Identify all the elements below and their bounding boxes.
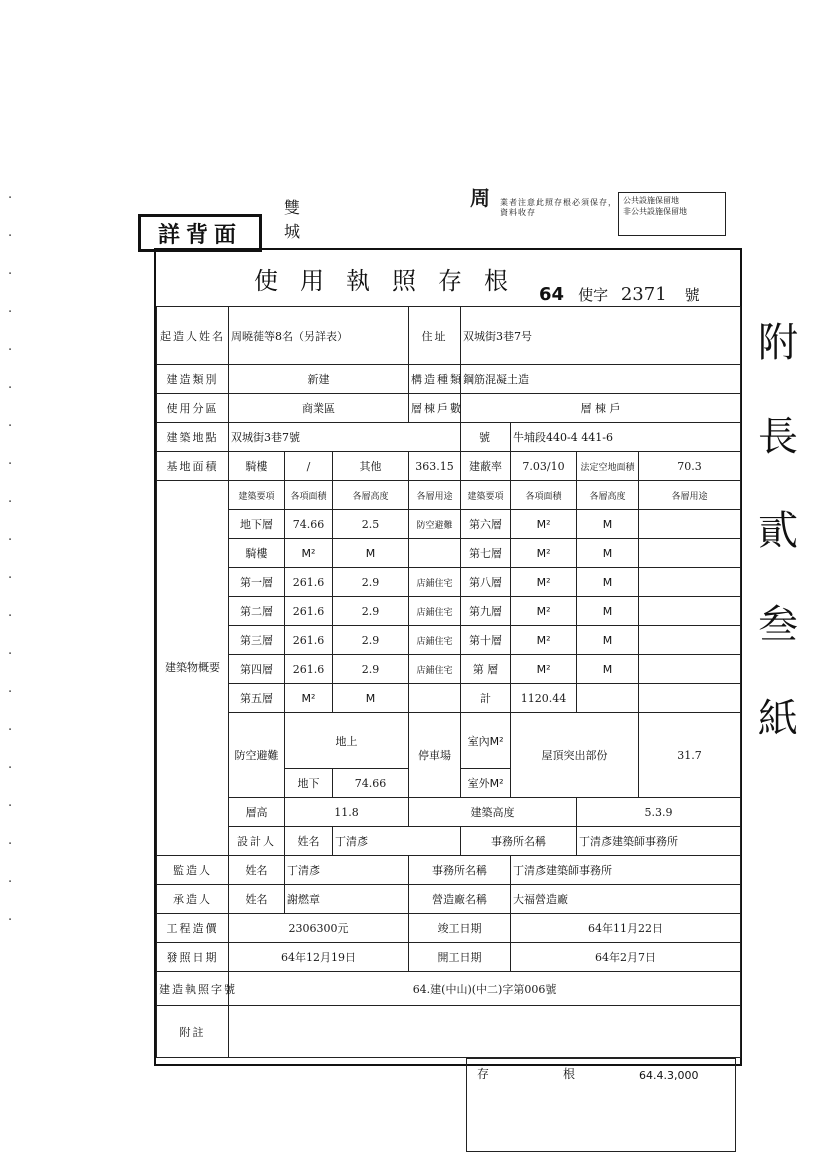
floors-value: 層 棟 戶 bbox=[461, 394, 741, 423]
name-label: 姓名 bbox=[285, 827, 333, 856]
completion-label: 竣工日期 bbox=[409, 914, 511, 943]
supervisor-office: 丁清彥建築師事務所 bbox=[511, 856, 741, 885]
name-label: 姓名 bbox=[229, 885, 285, 914]
back-page-tag: 詳背面 bbox=[138, 214, 262, 252]
contractor-label: 承造人 bbox=[157, 885, 229, 914]
unit-area: M² bbox=[285, 539, 333, 568]
permit-suffix: 號 bbox=[684, 286, 700, 304]
side-stamp-line-1: 公共設施保留地 bbox=[623, 196, 679, 205]
right-char: 長 bbox=[758, 414, 798, 460]
slant-stamp-1 bbox=[342, 226, 353, 242]
open-label: 法定空地面積 bbox=[577, 452, 639, 481]
factory-label: 營造廠名稱 bbox=[409, 885, 511, 914]
bottom-label-1: 存 bbox=[477, 1067, 490, 1081]
floor-name: 第 層 bbox=[461, 655, 511, 684]
floor-height: 2.9 bbox=[333, 626, 409, 655]
floor-name: 第五層 bbox=[229, 684, 285, 713]
note-value bbox=[229, 1006, 741, 1058]
address-value: 双城街3巷7号 bbox=[461, 307, 741, 365]
header-cell: 各層高度 bbox=[333, 481, 409, 510]
bldg-height-value: 5.3.9 bbox=[577, 798, 741, 827]
roof-value: 31.7 bbox=[639, 713, 741, 798]
floor-height: 2.9 bbox=[333, 597, 409, 626]
unit-area: M² bbox=[511, 539, 577, 568]
unit-height: M bbox=[577, 655, 639, 684]
unit-area: M² bbox=[511, 510, 577, 539]
floor-use-empty bbox=[409, 684, 461, 713]
floor-use-empty bbox=[639, 655, 741, 684]
right-margin-text bbox=[748, 296, 808, 766]
unit-area: M² bbox=[511, 655, 577, 684]
floor-use-empty bbox=[639, 568, 741, 597]
permit-table bbox=[156, 306, 741, 1058]
floor-height: 2.9 bbox=[333, 655, 409, 684]
designer-office: 丁清彥建築師事務所 bbox=[577, 827, 741, 856]
unit-height: M bbox=[577, 510, 639, 539]
completion-value: 64年11月22日 bbox=[511, 914, 741, 943]
name-label: 姓名 bbox=[229, 856, 285, 885]
below-label: 地下 bbox=[285, 769, 333, 798]
floor-use-empty bbox=[639, 510, 741, 539]
lot-value: 牛埔段440-4 441-6 bbox=[511, 423, 741, 452]
other-value: 363.15 bbox=[409, 452, 461, 481]
right-char: 叁 bbox=[758, 602, 798, 648]
bottom-stamp bbox=[466, 1058, 736, 1152]
margin-marks: · · · · · · · · · · · · · · · · · · · · bbox=[8, 191, 13, 928]
floor-use-empty bbox=[639, 684, 741, 713]
parking-label: 停車場 bbox=[409, 713, 461, 798]
permit-value: 64.建(中山)(中二)字第006號 bbox=[229, 972, 741, 1006]
issue-value: 64年12月19日 bbox=[229, 943, 409, 972]
indoor-label: 室內M² bbox=[461, 713, 511, 769]
header-cell: 各層用途 bbox=[409, 481, 461, 510]
floor-name: 第二層 bbox=[229, 597, 285, 626]
floor-use-empty bbox=[409, 539, 461, 568]
permit-prefix: 使字 bbox=[578, 286, 609, 304]
designer-name: 丁清彥 bbox=[333, 827, 461, 856]
section-label: 建築物概要 bbox=[157, 481, 229, 856]
top-stamp: 周 bbox=[470, 186, 490, 210]
contractor-name: 謝燃章 bbox=[285, 885, 409, 914]
roof-label: 屋頂突出部份 bbox=[511, 713, 639, 798]
zone-label: 使用分區 bbox=[157, 394, 229, 423]
unit-height-empty bbox=[577, 684, 639, 713]
storey-height-label: 層高 bbox=[229, 798, 285, 827]
form-title-row bbox=[156, 250, 740, 306]
header-cell: 各項面積 bbox=[285, 481, 333, 510]
builder-label: 起造人姓名 bbox=[157, 307, 229, 365]
floor-area: 261.6 bbox=[285, 568, 333, 597]
unit-height: M bbox=[577, 568, 639, 597]
right-char: 附 bbox=[758, 320, 798, 366]
floor-area: 74.66 bbox=[285, 510, 333, 539]
side-stamp-line-2: 非公共設施保留地 bbox=[623, 207, 687, 216]
right-char: 紙 bbox=[758, 696, 798, 742]
floor-area: 261.6 bbox=[285, 655, 333, 684]
supervisor-label: 監造人 bbox=[157, 856, 229, 885]
issue-label: 發照日期 bbox=[157, 943, 229, 972]
below-value: 74.66 bbox=[333, 769, 409, 798]
storey-height-value: 11.8 bbox=[285, 798, 409, 827]
supervisor-name: 丁清彥 bbox=[285, 856, 409, 885]
zone-value: 商業區 bbox=[229, 394, 409, 423]
side-stamp bbox=[618, 192, 726, 236]
form-title: 使用執照存根 bbox=[254, 266, 530, 295]
office-label: 事務所名稱 bbox=[461, 827, 577, 856]
floor-use: 店鋪住宅 bbox=[409, 655, 461, 684]
floor-name: 第六層 bbox=[461, 510, 511, 539]
office-label: 事務所名稱 bbox=[409, 856, 511, 885]
header-cell: 各層高度 bbox=[577, 481, 639, 510]
arcade-label: 騎樓 bbox=[229, 452, 285, 481]
type-value: 新建 bbox=[229, 365, 409, 394]
permit-year: 64 bbox=[539, 284, 565, 305]
floor-name: 騎樓 bbox=[229, 539, 285, 568]
builder-value: 周曉蓰等8名（另詳表） bbox=[229, 307, 409, 365]
floor-use: 店鋪住宅 bbox=[409, 626, 461, 655]
header-cell: 建築要項 bbox=[229, 481, 285, 510]
note-label: 附註 bbox=[157, 1006, 229, 1058]
coverage-value: 7.03/10 bbox=[511, 452, 577, 481]
coverage-label: 建蔽率 bbox=[461, 452, 511, 481]
floor-use: 店鋪住宅 bbox=[409, 568, 461, 597]
unit-area: M² bbox=[511, 568, 577, 597]
open-value: 70.3 bbox=[639, 452, 741, 481]
area-label: 基地面積 bbox=[157, 452, 229, 481]
floor-name: 第九層 bbox=[461, 597, 511, 626]
outdoor-label: 室外M² bbox=[461, 769, 511, 798]
structure-value: 鋼筋混凝土造 bbox=[461, 365, 741, 394]
city-label: 雙城 bbox=[284, 198, 301, 241]
shelter-label: 防空避難 bbox=[229, 713, 285, 798]
other-label: 其他 bbox=[333, 452, 409, 481]
address-label: 住址 bbox=[409, 307, 461, 365]
site-value: 双城街3巷7號 bbox=[229, 423, 461, 452]
unit-height: M bbox=[577, 539, 639, 568]
lot-label: 號 bbox=[461, 423, 511, 452]
floor-name: 第四層 bbox=[229, 655, 285, 684]
permit-number bbox=[539, 284, 700, 305]
above-label: 地上 bbox=[285, 713, 409, 769]
floor-height: 2.9 bbox=[333, 568, 409, 597]
floor-name: 第八層 bbox=[461, 568, 511, 597]
structure-label: 構造種類 bbox=[409, 365, 461, 394]
bottom-code: 64.4.3,000 bbox=[639, 1069, 699, 1082]
floors-label: 層棟戶數 bbox=[409, 394, 461, 423]
permit-label: 建造執照字號 bbox=[157, 972, 229, 1006]
unit-height: M bbox=[577, 626, 639, 655]
floor-use: 店鋪住宅 bbox=[409, 597, 461, 626]
cost-label: 工程造價 bbox=[157, 914, 229, 943]
bldg-height-label: 建築高度 bbox=[409, 798, 577, 827]
site-label: 建築地點 bbox=[157, 423, 229, 452]
unit-area: M² bbox=[285, 684, 333, 713]
designer-label: 設計人 bbox=[229, 827, 285, 856]
floor-use: 防空避難 bbox=[409, 510, 461, 539]
type-label: 建造類別 bbox=[157, 365, 229, 394]
floor-use-empty bbox=[639, 597, 741, 626]
right-char: 貳 bbox=[758, 508, 798, 554]
permit-serial: 2371 bbox=[620, 284, 667, 305]
start-value: 64年2月7日 bbox=[511, 943, 741, 972]
cost-value: 2306300元 bbox=[229, 914, 409, 943]
total-area: 1120.44 bbox=[511, 684, 577, 713]
start-label: 開工日期 bbox=[409, 943, 511, 972]
header-cell: 建築要項 bbox=[461, 481, 511, 510]
total-label: 計 bbox=[461, 684, 511, 713]
header-cell: 各層用途 bbox=[639, 481, 741, 510]
floor-area: 261.6 bbox=[285, 597, 333, 626]
floor-name: 地下層 bbox=[229, 510, 285, 539]
floor-area: 261.6 bbox=[285, 626, 333, 655]
unit-area: M² bbox=[511, 597, 577, 626]
unit-height: M bbox=[333, 539, 409, 568]
floor-height: 2.5 bbox=[333, 510, 409, 539]
unit-height: M bbox=[333, 684, 409, 713]
header-cell: 各項面積 bbox=[511, 481, 577, 510]
floor-name: 第三層 bbox=[229, 626, 285, 655]
floor-use-empty bbox=[639, 626, 741, 655]
floor-name: 第七層 bbox=[461, 539, 511, 568]
contractor-factory: 大福營造廠 bbox=[511, 885, 741, 914]
floor-name: 第一層 bbox=[229, 568, 285, 597]
floor-use-empty bbox=[639, 539, 741, 568]
floor-name: 第十層 bbox=[461, 626, 511, 655]
bottom-label-2: 根 bbox=[563, 1067, 576, 1081]
unit-height: M bbox=[577, 597, 639, 626]
arcade-value: / bbox=[285, 452, 333, 481]
unit-area: M² bbox=[511, 626, 577, 655]
vertical-notes: 業者注意此照存根必須保存，資料收存 bbox=[500, 198, 617, 217]
